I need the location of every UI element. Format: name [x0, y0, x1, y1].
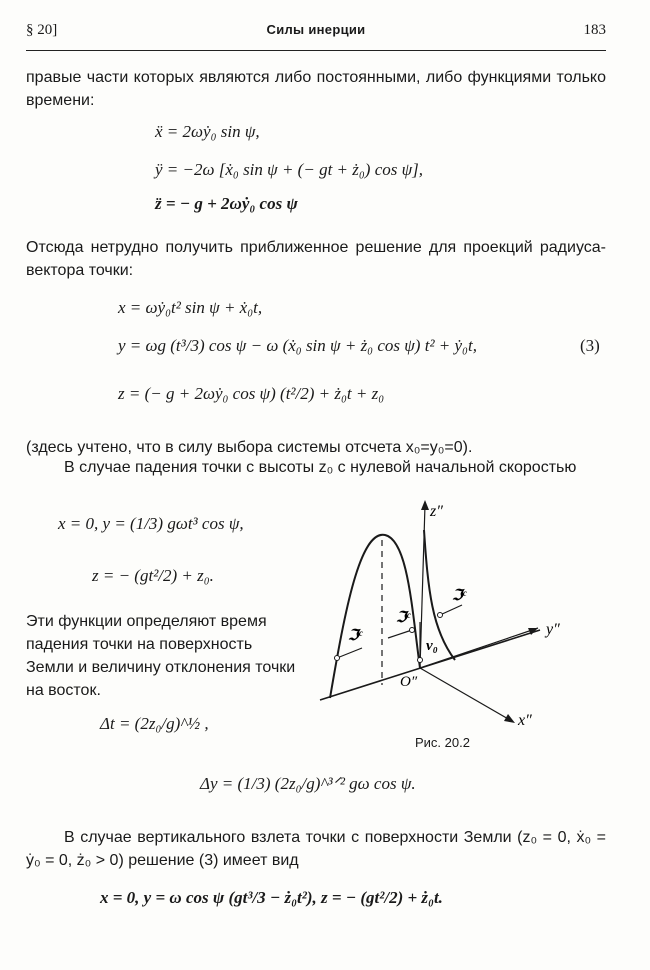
z-axis — [420, 505, 425, 668]
paragraph-intro: правые части которых являются либо постоянными, либо функциями только времени: — [26, 69, 606, 109]
equation-z-solution: z = (− g + 2ωẏ₀ cos ψ) (t²/2) + ż₀t + z₀ — [118, 384, 385, 403]
label-z-axis: z″ — [430, 503, 443, 520]
paragraph-solution: Отсюда нетрудно получить приближенное решение для проекций радиуса-вектора точки: — [26, 239, 606, 279]
paragraph-fall-case: В случае падения точки с высоты z₀ с нулевой начальной скоростью — [64, 459, 577, 476]
label-x-axis: x″ — [518, 712, 532, 729]
equation-y-solution: y = ωg (t³/3) cos ψ − ω (ẋ₀ sin ψ + ż₀ cos ψ) t² + ẏ₀t, — [118, 336, 477, 355]
equation-delta-y: Δy = (1/3) (2z₀/g)^³ᐟ² gω cos ψ. — [200, 774, 416, 793]
figure-caption: Рис. 20.2 — [415, 735, 470, 750]
force-arrow-right — [440, 605, 462, 615]
z-axis-arrow-icon — [421, 500, 429, 510]
paragraph-launch-case: В случае вертикального взлета точки с поверхности Земли (z₀ = 0, ẋ₀ = ẏ₀ = 0, ż₀ > 0) решение (3) имеет вид — [26, 829, 606, 869]
force-arrow-mid — [388, 630, 412, 638]
force-point-mid — [410, 628, 415, 633]
equation-x-solution: x = ωẏ₀t² sin ψ + ẋ₀t, — [118, 298, 263, 317]
equation-fall-z: z = − (gt²/2) + z₀. — [92, 566, 214, 585]
label-origin: O″ — [400, 674, 418, 690]
paragraph-note: (здесь учтено, что в силу выбора системы отсчета x₀=y₀=0). — [26, 439, 473, 456]
page-header — [26, 22, 606, 44]
equation-number: (3) — [580, 336, 600, 355]
section-number: § 20] — [26, 22, 58, 38]
equation-launch-solution: x = 0, y = ω cos ψ (gt³/3 − ż₀t²), z = − (gt²/2) + ż₀t. — [100, 888, 443, 907]
figure-trajectories — [300, 500, 600, 760]
equation-z-accel: z̈ = − g + 2ωẏ₀ cos ψ — [155, 194, 298, 213]
force-point-right — [438, 613, 443, 618]
running-title: Силы инерции — [266, 22, 366, 37]
label-force-left: ℑᶜ — [348, 628, 363, 644]
x-axis-arrow-icon — [504, 714, 515, 723]
origin-point — [418, 658, 423, 663]
x-axis — [420, 668, 510, 720]
label-force-right: ℑᶜ — [452, 588, 467, 604]
label-y-axis: y″ — [546, 621, 560, 638]
label-force-mid: ℑᶜ — [396, 610, 411, 626]
header-rule — [26, 50, 606, 51]
page-number: 183 — [583, 22, 606, 38]
equation-delta-t: Δt = (2z₀/g)^½ , — [100, 714, 209, 733]
label-velocity: v₀ — [426, 638, 438, 654]
force-arrow-left — [337, 648, 362, 658]
equation-fall-xy: x = 0, y = (1/3) gωt³ cos ψ, — [58, 514, 244, 533]
force-point-left — [335, 656, 340, 661]
paragraph-fall-time: Эти функции определяют время падения точки на поверхность Земли и величину отклонения точки на восток. — [26, 613, 296, 699]
equation-y-accel: ÿ = −2ω [ẋ₀ sin ψ + (− gt + ż₀) cos ψ], — [155, 160, 424, 179]
equation-x-accel: ẍ = 2ωẏ₀ sin ψ, — [155, 122, 260, 141]
